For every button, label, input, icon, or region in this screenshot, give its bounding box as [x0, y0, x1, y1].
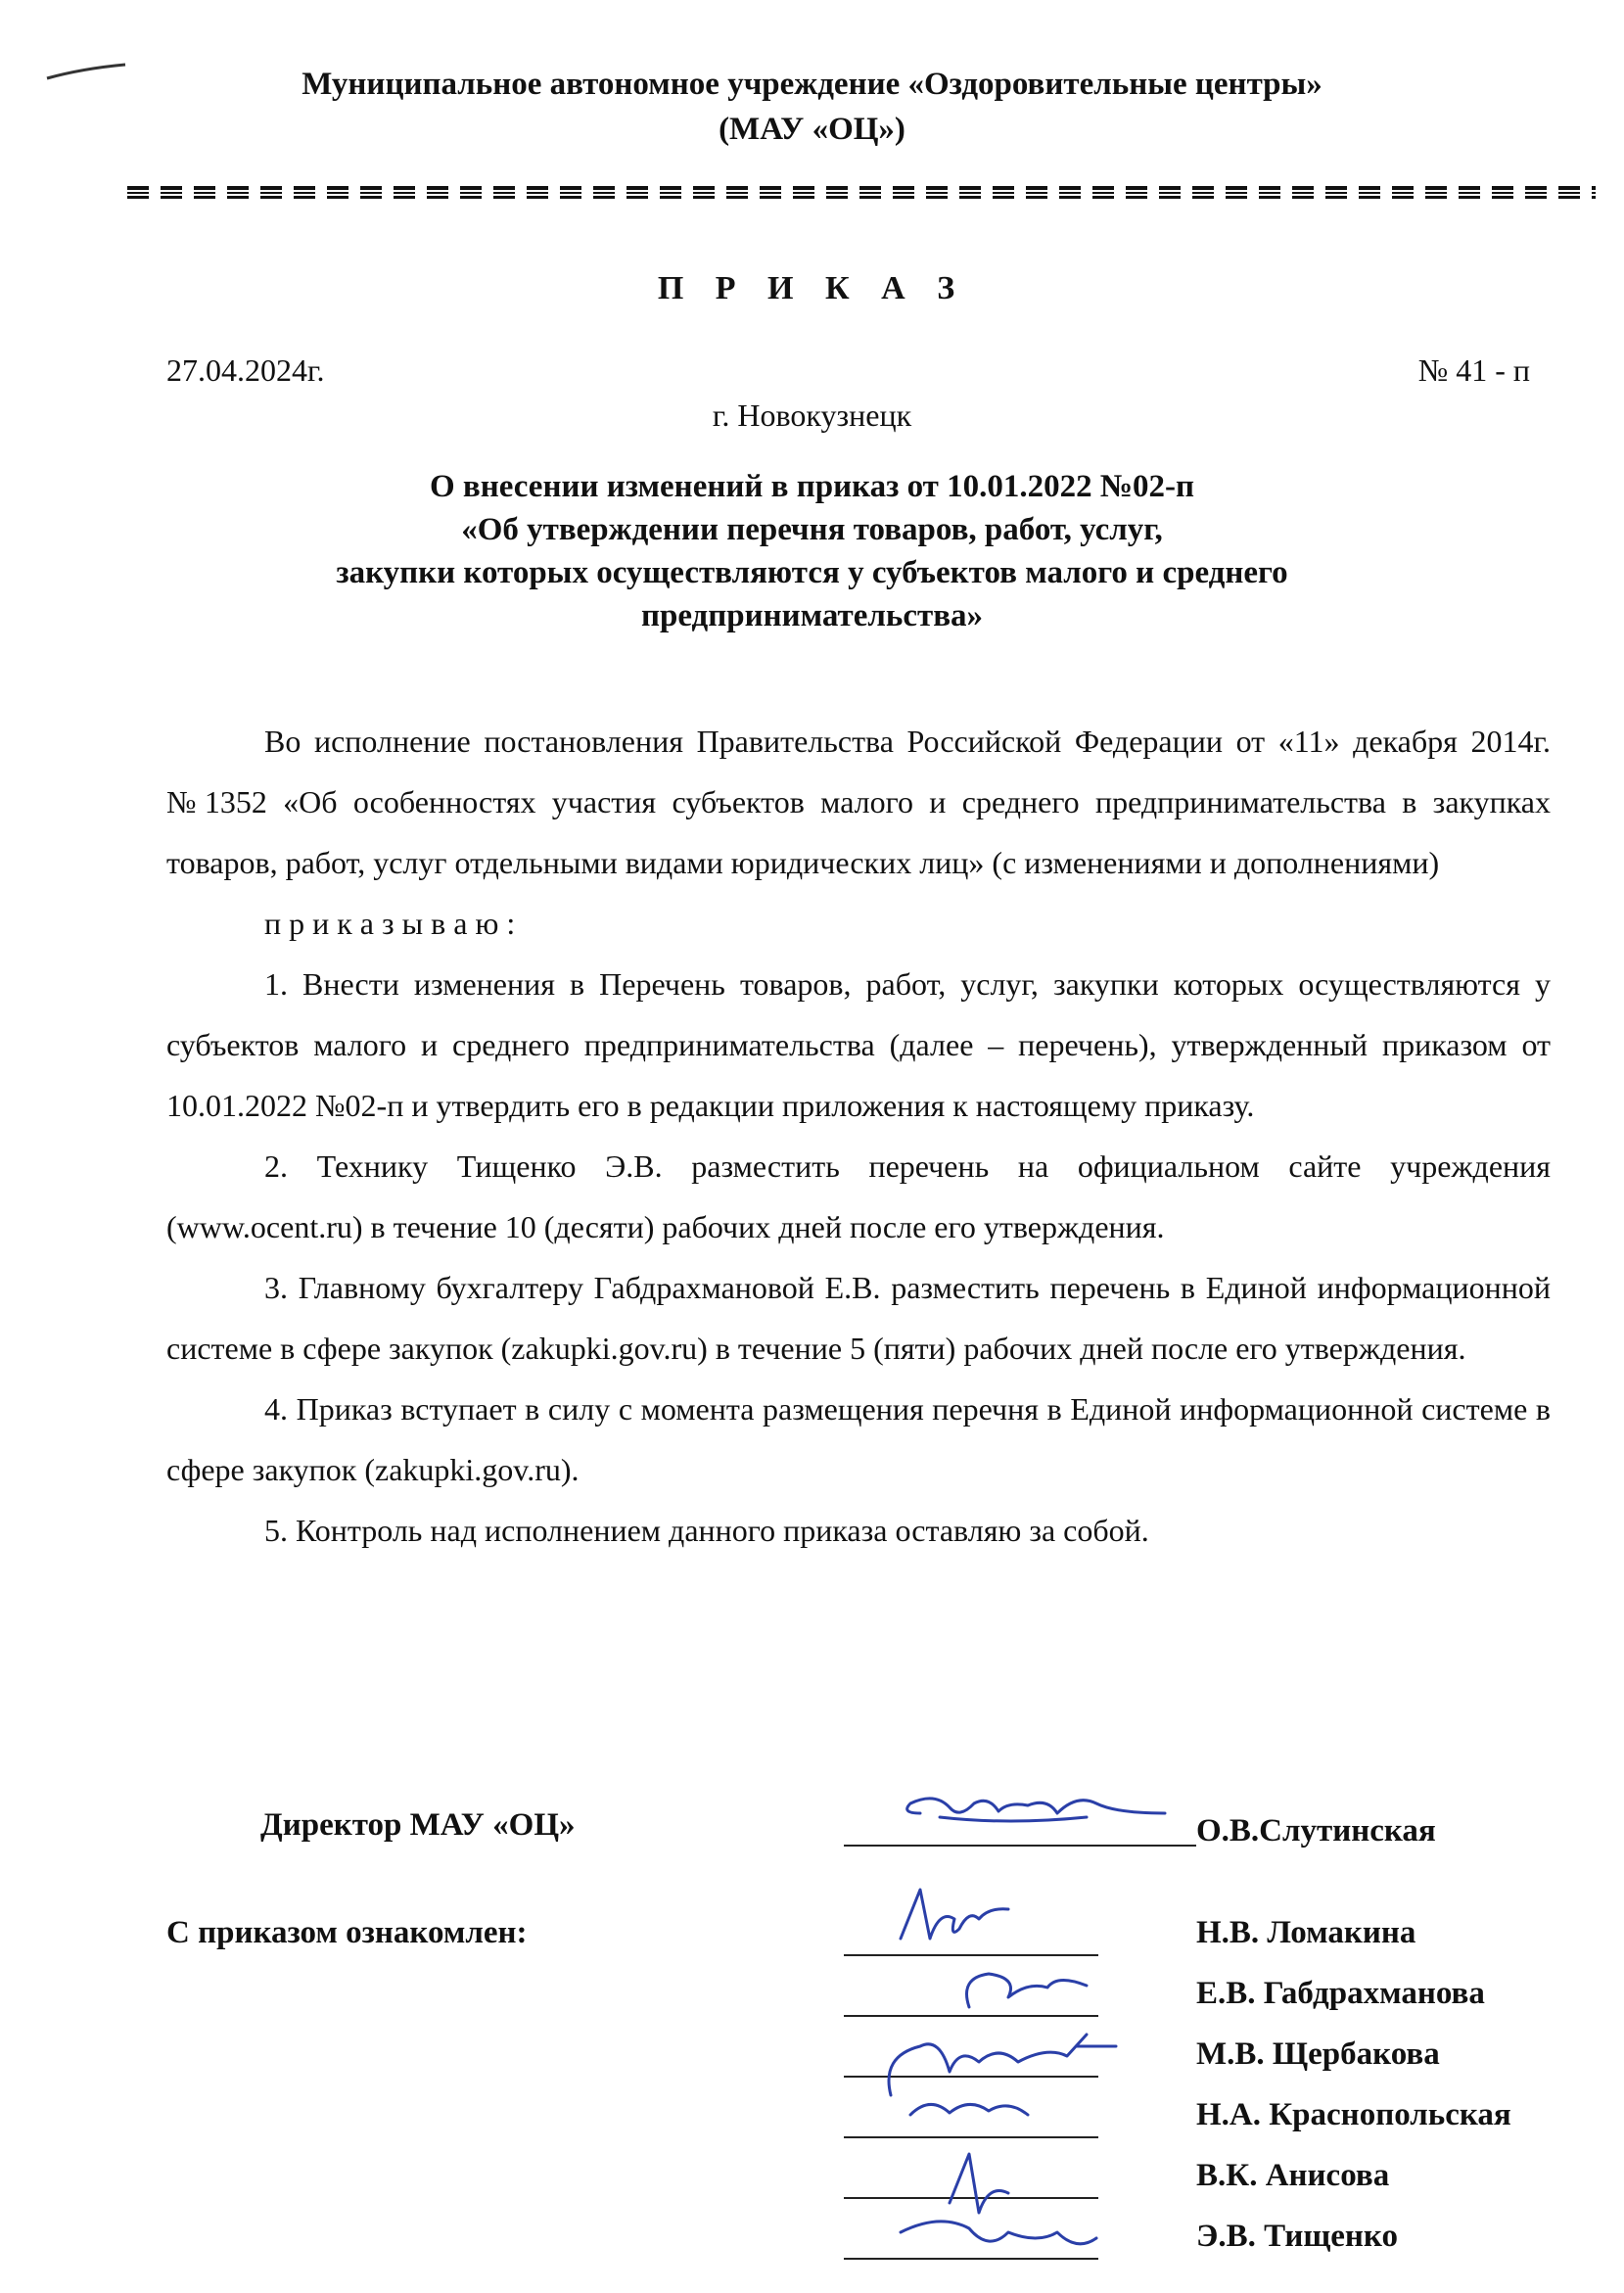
doc-number: № 41 - п — [1417, 352, 1530, 388]
ack-name: В.К. Анисова — [1196, 2158, 1390, 2193]
item-5: 5. Контроль над исполнением данного приказа оставляю за собой. — [264, 1513, 1149, 1548]
order-word: п р и к а з ы в а ю : — [264, 906, 516, 941]
director-label: Директор МАУ «ОЦ» — [260, 1807, 576, 1843]
ack-name: Э.В. Тищенко — [1196, 2219, 1398, 2254]
doc-title: П Р И К А З — [657, 270, 967, 306]
org-name: Муниципальное автономное учреждение «Оздоровительные центры» — [302, 67, 1322, 102]
doc-subject — [0, 465, 1624, 637]
ack-name: Н.В. Ломакина — [1196, 1915, 1416, 1950]
item-3: 3. Главному бухгалтеру Габдрахмановой Е.В. разместить перечень в Единой информационной системе в сфере закупок (zakupki.gov.ru) в течение 5 (пяти) рабочих дней после его утверждения. — [166, 1270, 1551, 1366]
subject-line: «Об утверждении перечня товаров, работ, услуг, — [461, 512, 1163, 547]
subject-line: предпринимательства» — [640, 598, 984, 633]
doc-date: 27.04.2024г. — [166, 352, 325, 388]
header-separator — [127, 186, 1596, 199]
ack-signatures — [861, 1880, 1175, 2291]
director-name: О.В.Слутинская — [1196, 1813, 1436, 1848]
ack-name: Н.А. Краснопольская — [1196, 2097, 1511, 2132]
doc-body — [166, 711, 1551, 1561]
doc-city: г. Новокузнецк — [712, 398, 912, 433]
acknowledged-label: С приказом ознакомлен: — [166, 1915, 528, 1950]
director-signature — [881, 1774, 1175, 1852]
ack-name: Е.В. Габдрахманова — [1196, 1976, 1485, 2011]
preamble: Во исполнение постановления Правительства Российской Федерации от «11» декабря 2014г. №1352 «Об особенностях участия субъектов малого и среднего предпринимательства в закупках товаров, работ, услуг отдельными видами юридических лиц» (с изменениями и дополнениями) — [166, 724, 1551, 880]
org-abbrev: (МАУ «ОЦ») — [719, 112, 905, 147]
item-1: 1. Внести изменения в Перечень товаров, работ, услуг, закупки которых осуществляются у субъектов малого и среднего предпринимательства (далее – перечень), утвержденный приказом от 10.01.2022 №02-п и утвердить его в редакции приложения к настоящему приказу. — [166, 966, 1551, 1123]
item-4: 4. Приказ вступает в силу с момента размещения перечня в Единой информационной системе в сфере закупок (zakupki.gov.ru). — [166, 1391, 1551, 1487]
ack-name: М.В. Щербакова — [1196, 2036, 1440, 2072]
subject-line: закупки которых осуществляются у субъектов малого и среднего — [336, 555, 1288, 590]
item-2: 2. Технику Тищенко Э.В. разместить перечень на официальном сайте учреждения (www.ocent.ru) в течение 10 (десяти) рабочих дней после его утверждения. — [166, 1148, 1551, 1244]
subject-line: О внесении изменений в приказ от 10.01.2022 №02-п — [429, 469, 1195, 504]
